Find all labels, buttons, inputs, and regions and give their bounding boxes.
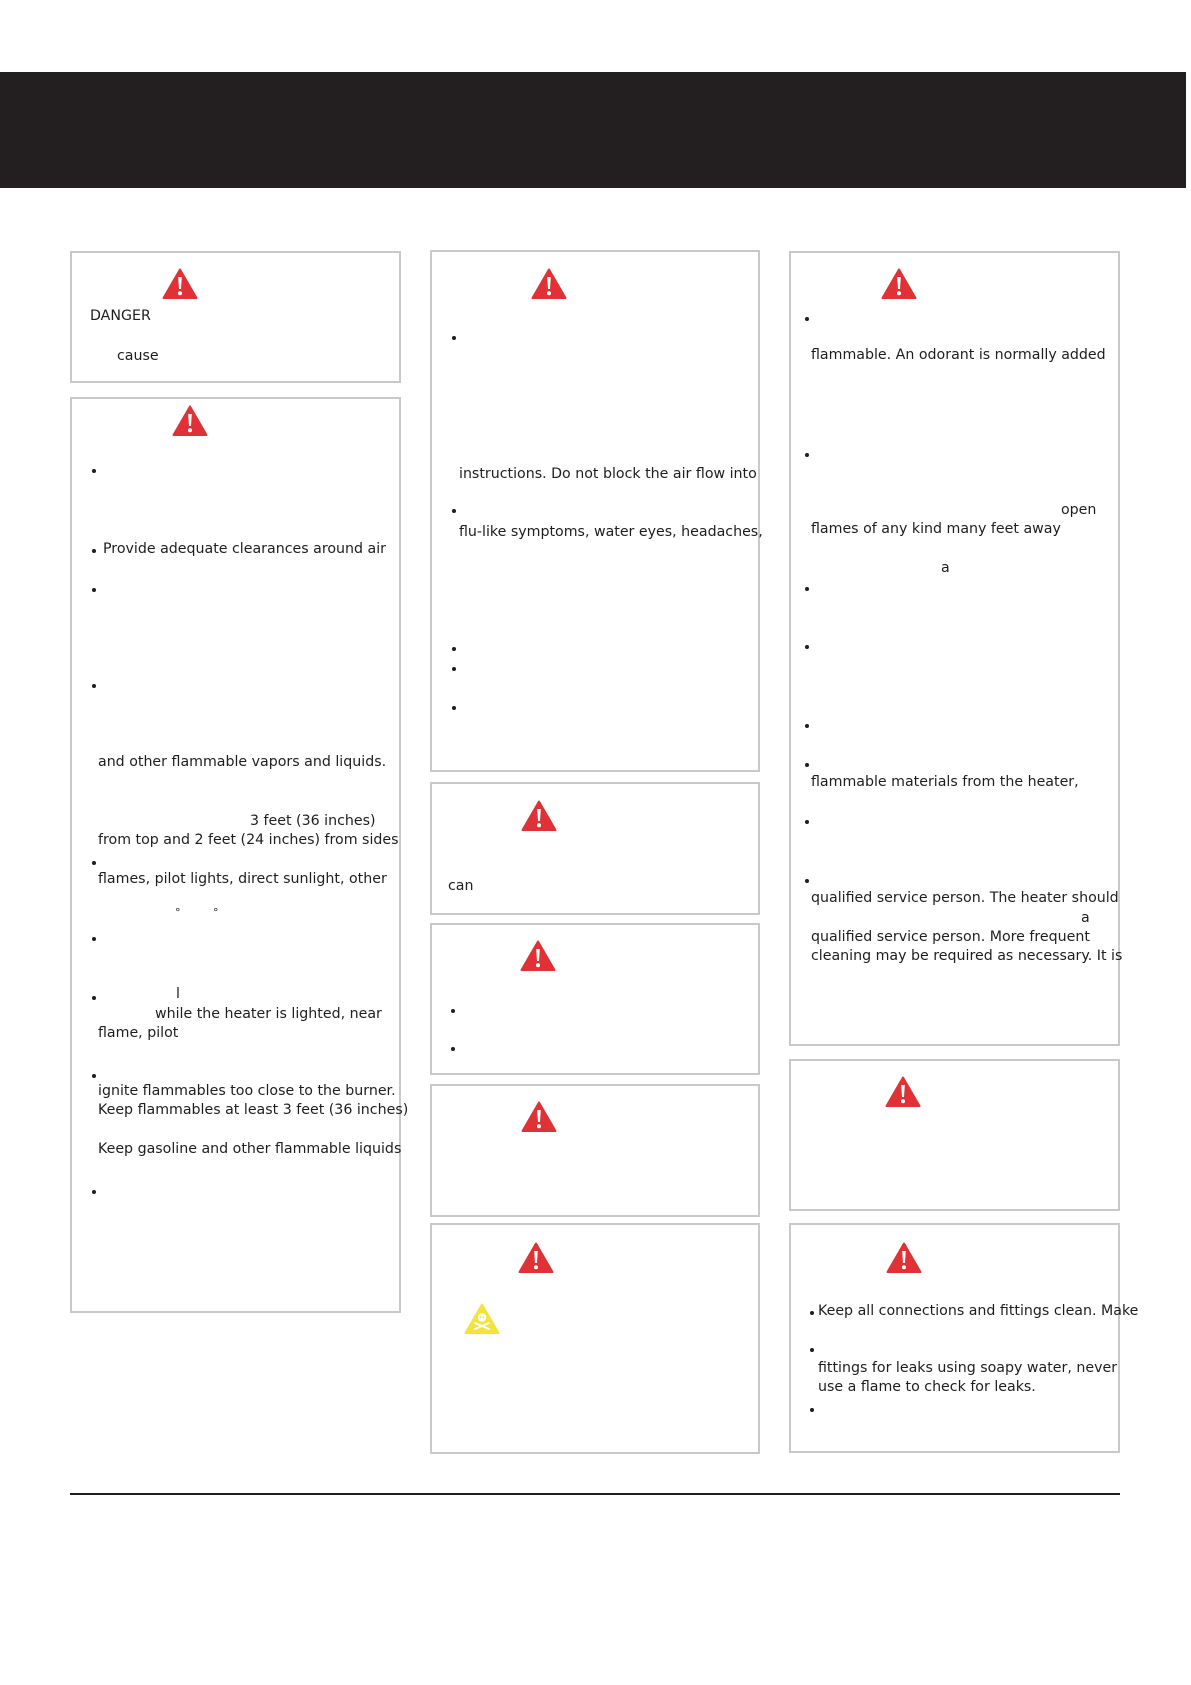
flames-away-text: flames of any kind many feet away — [811, 521, 1061, 537]
ignite-flammables-text: ignite flammables too close to the burner. — [98, 1083, 396, 1099]
heater-lighted-text: while the heater is lighted, near — [155, 1006, 382, 1022]
bullet — [451, 1009, 455, 1013]
warning-triangle-icon — [881, 268, 917, 300]
air-flow-warning-box — [430, 250, 763, 772]
bullet — [92, 684, 96, 688]
cleaning-text: cleaning may be required as necessary. It is — [811, 948, 1123, 964]
bullet — [805, 453, 809, 457]
qualified-frequent-text: qualified service person. More frequent — [811, 929, 1090, 945]
open-text: open — [1061, 502, 1097, 518]
flammable-materials-text: flammable materials from the heater, — [811, 774, 1079, 790]
bullet — [810, 1408, 814, 1412]
clearance-warning-box — [70, 397, 409, 1313]
leak-check-warning-box — [789, 1223, 1139, 1453]
bullet — [451, 1047, 455, 1051]
poison-warning-box — [430, 1223, 760, 1454]
bullet — [92, 1074, 96, 1078]
warning-triangle-icon — [162, 268, 198, 300]
degree-symbol: ° — [175, 906, 181, 919]
connections-clean-text: Keep all connections and fittings clean. Make — [818, 1303, 1139, 1319]
bullet — [92, 588, 96, 592]
can-text: can — [448, 878, 474, 894]
bullet — [92, 1190, 96, 1194]
bullet — [805, 724, 809, 728]
letter-a-text: a — [1081, 910, 1090, 926]
can-warning-box — [430, 782, 760, 915]
short-warning-box-3 — [789, 1059, 1120, 1211]
odorant-text: flammable. An odorant is normally added — [811, 347, 1106, 363]
bullet — [805, 587, 809, 591]
flammable-vapors-text: and other flammable vapors and liquids. — [98, 754, 387, 770]
warning-triangle-icon — [886, 1242, 922, 1274]
bullet — [452, 647, 456, 651]
qualified-person-text: qualified service person. The heater should — [811, 890, 1119, 906]
header-band — [0, 72, 1191, 188]
three-feet-text: 3 feet (36 inches) — [250, 813, 376, 829]
bullet — [92, 861, 96, 865]
bullet — [452, 706, 456, 710]
skull-crossbones-icon — [464, 1303, 500, 1335]
bullet — [452, 336, 456, 340]
air-flow-instructions-text: instructions. Do not block the air flow into — [459, 466, 757, 482]
gas-odorant-warning-box — [789, 251, 1123, 1046]
keep-gasoline-text: Keep gasoline and other flammable liquids — [98, 1141, 402, 1157]
warning-triangle-icon — [531, 268, 567, 300]
bullet — [452, 667, 456, 671]
bullet — [92, 937, 96, 941]
bullet — [805, 820, 809, 824]
flame-pilot-text: flame, pilot — [98, 1025, 179, 1041]
warning-triangle-icon — [518, 1242, 554, 1274]
keep-flammables-text: Keep flammables at least 3 feet (36 inches) — [98, 1102, 409, 1118]
warning-triangle-icon — [521, 1101, 557, 1133]
clearance-air-text: Provide adequate clearances around air — [103, 541, 386, 557]
letter-l-text: l — [176, 986, 180, 1002]
warning-triangle-icon — [885, 1076, 921, 1108]
warning-triangle-icon — [172, 405, 208, 437]
bullet — [805, 763, 809, 767]
top-sides-text: from top and 2 feet (24 inches) from sides — [98, 832, 399, 848]
danger-cause-text: cause — [117, 348, 159, 364]
flame-check-text: use a flame to check for leaks. — [818, 1379, 1036, 1395]
degree-symbol: ° — [213, 906, 219, 919]
bullet — [805, 317, 809, 321]
bullet — [92, 549, 96, 553]
header-edge — [1186, 72, 1191, 188]
bullet — [92, 996, 96, 1000]
bullet — [805, 879, 809, 883]
danger-box — [70, 251, 401, 383]
letter-a-text: a — [941, 560, 950, 576]
bullet — [810, 1348, 814, 1352]
flames-pilot-text: flames, pilot lights, direct sunlight, other — [98, 871, 387, 887]
danger-label: DANGER — [90, 308, 151, 324]
bullet — [92, 469, 96, 473]
short-warning-box-2 — [430, 1084, 760, 1217]
short-warning-box-1 — [430, 923, 760, 1075]
warning-triangle-icon — [521, 800, 557, 832]
bullet — [452, 509, 456, 513]
flu-symptoms-text: flu-like symptoms, water eyes, headaches, — [459, 524, 763, 540]
bullet — [810, 1311, 814, 1315]
warning-triangle-icon — [520, 940, 556, 972]
bullet — [805, 645, 809, 649]
soapy-water-text: fittings for leaks using soapy water, never — [818, 1360, 1118, 1376]
footer-rule — [70, 1493, 1120, 1495]
